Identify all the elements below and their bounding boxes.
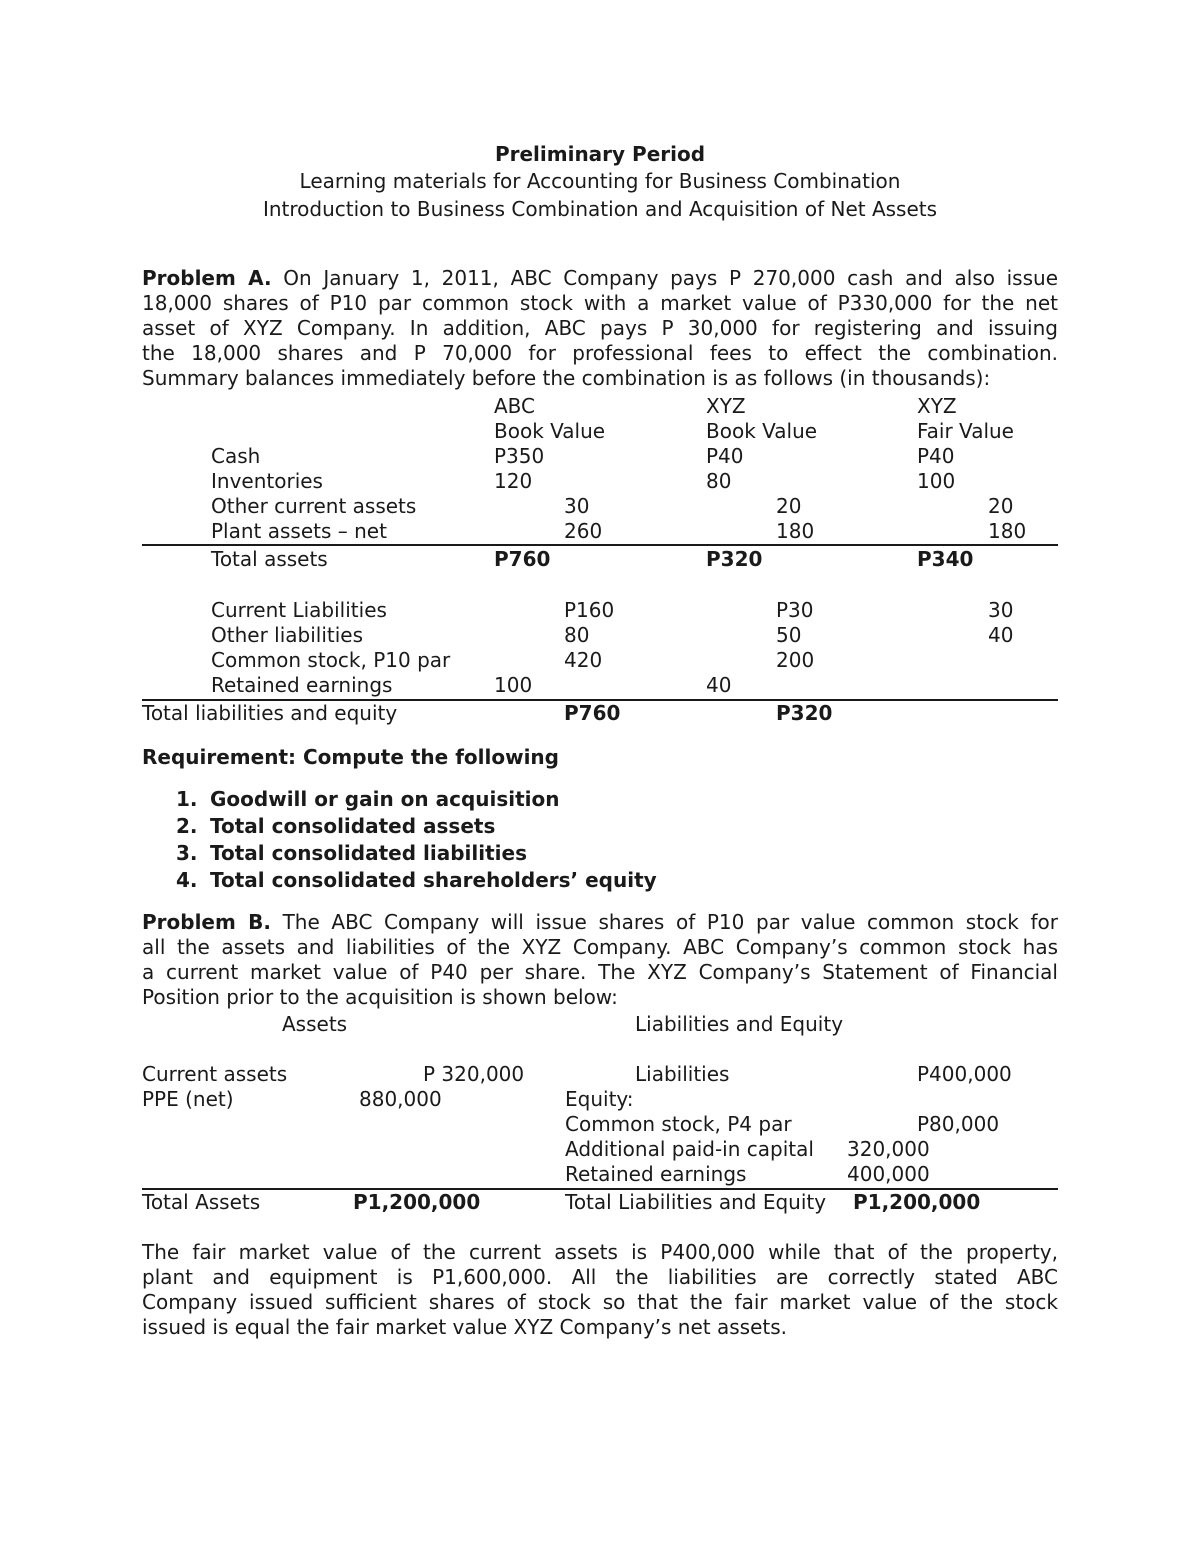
common-stock-label: Common stock, P4 par <box>565 1112 792 1136</box>
paragraph-line: issued is equal the fair market value XYZ Company’s net assets. <box>142 1315 787 1339</box>
total-value: P320 <box>776 701 833 725</box>
list-item <box>176 843 527 863</box>
col-subheader-abc: Book Value <box>494 419 606 443</box>
total-le-value: P1,200,000 <box>853 1190 981 1214</box>
paragraph-line: the 18,000 shares and P 70,000 for professional fees to effect the combination. <box>142 341 1058 365</box>
item-text: Total consolidated assets <box>210 814 496 838</box>
problem-a-label: Problem A. <box>142 266 272 290</box>
cell-value: 120 <box>494 469 533 493</box>
cell-value: 80 <box>706 469 732 493</box>
equity-label: Equity: <box>565 1087 634 1111</box>
cell-value: 40 <box>706 673 732 697</box>
col-header-xyz-bv: XYZ <box>706 394 746 418</box>
apic-value: 320,000 <box>847 1137 930 1161</box>
liabilities-header: Liabilities and Equity <box>635 1012 844 1036</box>
total-assets-value: P1,200,000 <box>353 1190 481 1214</box>
problem-b-paragraph <box>142 910 1058 1010</box>
paragraph-line: Company issued sufficient shares of stock so that the fair market value of the stock <box>142 1290 1058 1314</box>
cell-value: 100 <box>494 673 533 697</box>
total-value: P760 <box>564 701 621 725</box>
cell-value: 80 <box>564 623 590 647</box>
row-label-retained-earnings: Retained earnings <box>211 673 393 697</box>
requirement-heading: Requirement: Compute the following <box>142 745 559 769</box>
cell-value: P40 <box>706 444 744 468</box>
divider <box>142 544 1058 546</box>
paragraph-line: The fair market value of the current assets is P400,000 while that of the property, <box>142 1240 1058 1264</box>
cell-value: 30 <box>988 598 1014 622</box>
row-label-common-stock: Common stock, P10 par <box>211 648 451 672</box>
total-value: P340 <box>917 547 974 571</box>
ppe-label: PPE (net) <box>142 1087 234 1111</box>
cell-value: 200 <box>776 648 815 672</box>
ppe-value: 880,000 <box>359 1087 442 1111</box>
total-value: P320 <box>706 547 763 571</box>
paragraph-line: Summary balances immediately before the combination is as follows (in thousands): <box>142 366 991 390</box>
col-subheader-xyz-fv: Fair Value <box>917 419 1014 443</box>
cell-value: P350 <box>494 444 545 468</box>
liabilities-label: Liabilities <box>635 1062 730 1086</box>
cell-value: P160 <box>564 598 615 622</box>
problem-a-paragraph <box>142 266 1058 391</box>
problem-b-label: Problem B. <box>142 910 271 934</box>
list-item <box>176 789 560 809</box>
cell-value: 180 <box>988 519 1027 543</box>
list-item <box>176 816 495 836</box>
paragraph-line <box>142 266 1058 291</box>
liabilities-value: P400,000 <box>917 1062 1012 1086</box>
col-header-abc: ABC <box>494 394 536 418</box>
row-label-total-liabilities: Total liabilities and equity <box>142 701 398 725</box>
cell-value: 30 <box>564 494 590 518</box>
item-number: 4. <box>176 868 198 892</box>
row-label-total-assets: Total assets <box>211 547 328 571</box>
col-header-xyz-fv: XYZ <box>917 394 957 418</box>
cell-value: P40 <box>917 444 955 468</box>
row-label-inventories: Inventories <box>211 469 323 493</box>
item-number: 1. <box>176 787 198 811</box>
paragraph-line <box>142 910 1058 935</box>
cell-value: 20 <box>988 494 1014 518</box>
retained-earnings-value: 400,000 <box>847 1162 930 1186</box>
cell-value: P30 <box>776 598 814 622</box>
paragraph-line: plant and equipment is P1,600,000. All the liabilities are correctly stated ABC <box>142 1265 1058 1289</box>
paragraph-line: all the assets and liabilities of the XYZ Company. ABC Company’s common stock has <box>142 935 1058 959</box>
cell-value: 180 <box>776 519 815 543</box>
problem-b-closing-paragraph <box>142 1240 1058 1340</box>
line-text: On January 1, 2011, ABC Company pays P 270,000 cash and also issue <box>283 266 1058 290</box>
total-assets-label: Total Assets <box>142 1190 261 1214</box>
common-stock-value: P80,000 <box>917 1112 1000 1136</box>
current-assets-label: Current assets <box>142 1062 288 1086</box>
item-number: 3. <box>176 841 198 865</box>
list-item <box>176 870 657 890</box>
cell-value: 100 <box>917 469 956 493</box>
assets-header: Assets <box>282 1012 348 1036</box>
cell-value: 50 <box>776 623 802 647</box>
row-label-current-liabilities: Current Liabilities <box>211 598 387 622</box>
page-title: Preliminary Period <box>494 142 706 166</box>
apic-label: Additional paid-in capital <box>565 1137 814 1161</box>
current-assets-value: P 320,000 <box>423 1062 525 1086</box>
cell-value: 420 <box>564 648 603 672</box>
line-text: The ABC Company will issue shares of P10 par value common stock for <box>282 910 1059 934</box>
item-text: Goodwill or gain on acquisition <box>210 787 560 811</box>
paragraph-line: a current market value of P40 per share. The XYZ Company’s Statement of Financial <box>142 960 1058 984</box>
cell-value: 260 <box>564 519 603 543</box>
row-label-plant-assets: Plant assets – net <box>211 519 387 543</box>
row-label-other-liabilities: Other liabilities <box>211 623 364 647</box>
row-label-other-current-assets: Other current assets <box>211 494 417 518</box>
page-subtitle-2: Introduction to Business Combination and Acquisition of Net Assets <box>262 197 938 221</box>
page-subtitle: Learning materials for Accounting for Business Combination <box>299 169 901 193</box>
paragraph-line: 18,000 shares of P10 par common stock with a market value of P330,000 for the net <box>142 291 1058 315</box>
paragraph-line: asset of XYZ Company. In addition, ABC pays P 30,000 for registering and issuing <box>142 316 1058 340</box>
item-number: 2. <box>176 814 198 838</box>
total-value: P760 <box>494 547 551 571</box>
item-text: Total consolidated shareholders’ equity <box>210 868 657 892</box>
total-le-label: Total Liabilities and Equity <box>565 1190 827 1214</box>
row-label-cash: Cash <box>211 444 261 468</box>
paragraph-line: Position prior to the acquisition is shown below: <box>142 985 618 1009</box>
item-text: Total consolidated liabilities <box>210 841 527 865</box>
col-subheader-xyz-bv: Book Value <box>706 419 818 443</box>
cell-value: 20 <box>776 494 802 518</box>
retained-earnings-label: Retained earnings <box>565 1162 747 1186</box>
cell-value: 40 <box>988 623 1014 647</box>
